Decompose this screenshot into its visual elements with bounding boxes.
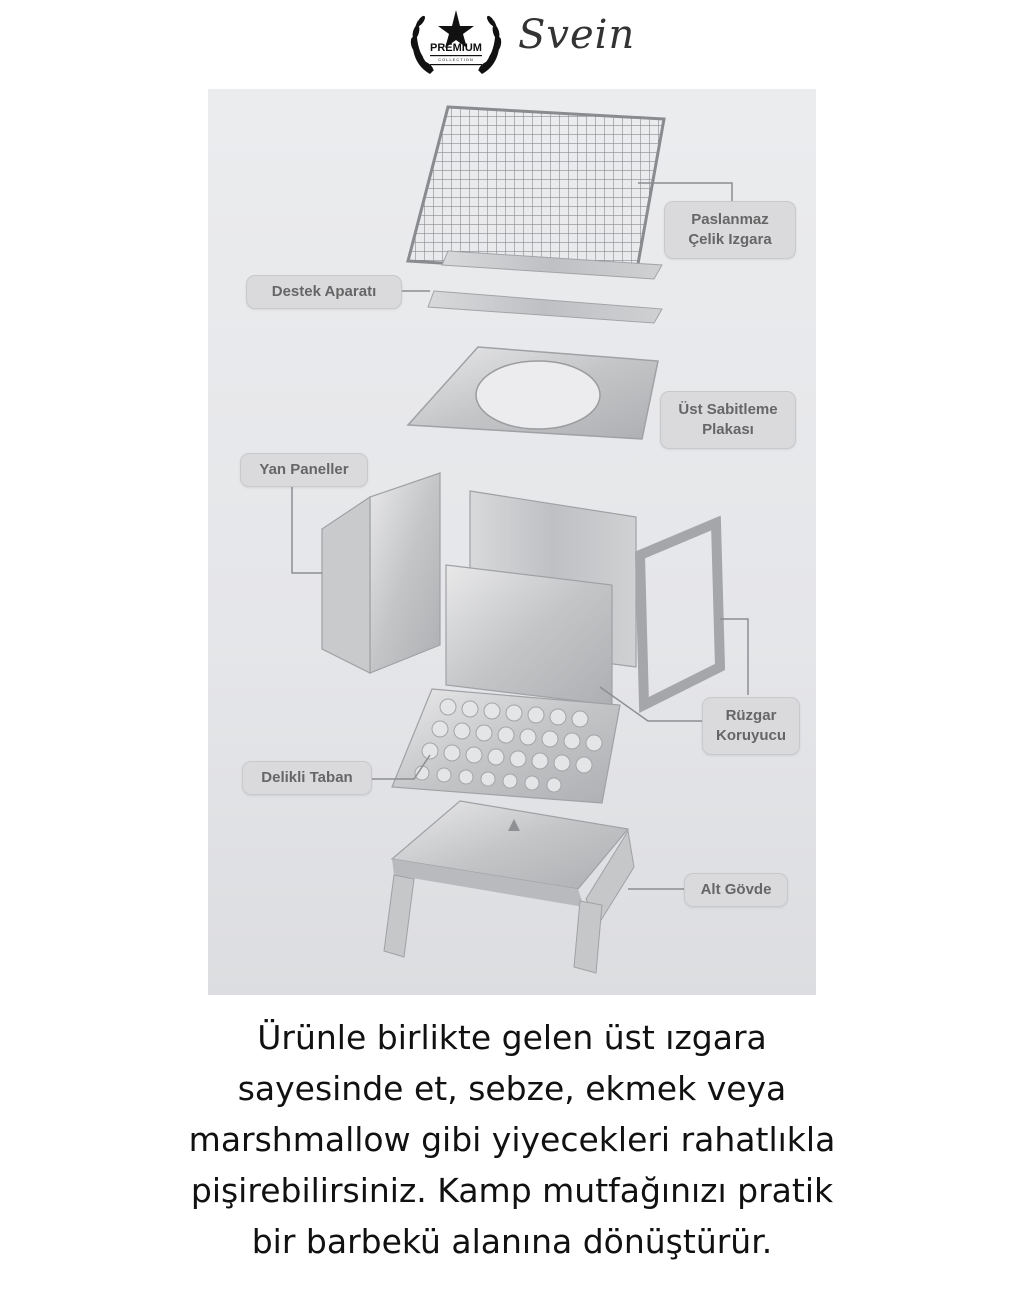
top-plate-part	[408, 347, 658, 439]
wind-guard-part	[640, 523, 720, 705]
front-panel-part	[446, 565, 612, 705]
bottom-body-part	[384, 801, 634, 973]
label-wind-guard: Rüzgar Koruyucu	[702, 697, 800, 755]
caption-line: sayesinde et, sebze, ekmek veya	[237, 1069, 787, 1108]
signature-logo: Svein	[518, 12, 636, 58]
exploded-diagram	[208, 89, 816, 995]
caption-line: pişirebilirsiniz. Kamp mutfağınızı pratik	[190, 1171, 834, 1210]
brand-header	[400, 4, 640, 84]
grill-part	[408, 107, 664, 275]
premium-seal-icon	[400, 4, 512, 84]
side-panel-part	[322, 473, 440, 673]
label-grill: Paslanmaz Çelik Izgara	[664, 201, 796, 259]
label-side-panels: Yan Paneller	[240, 453, 368, 487]
description-caption	[60, 1012, 964, 1267]
caption-line: bir barbekü alanına dönüştürür.	[251, 1222, 773, 1261]
label-top-plate: Üst Sabitleme Plakası	[660, 391, 796, 449]
caption-line: Ürünle birlikte gelen üst ızgara	[257, 1018, 767, 1057]
perforated-base-part	[392, 689, 620, 803]
caption-line: marshmallow gibi yiyecekleri rahatlıkla	[188, 1120, 836, 1159]
label-bottom-body: Alt Gövde	[684, 873, 788, 907]
label-support: Destek Aparatı	[246, 275, 402, 309]
seal-text: PREMIUM	[430, 42, 482, 54]
seal-subtext: COLLECTION	[438, 57, 474, 62]
label-perforated-base: Delikli Taban	[242, 761, 372, 795]
